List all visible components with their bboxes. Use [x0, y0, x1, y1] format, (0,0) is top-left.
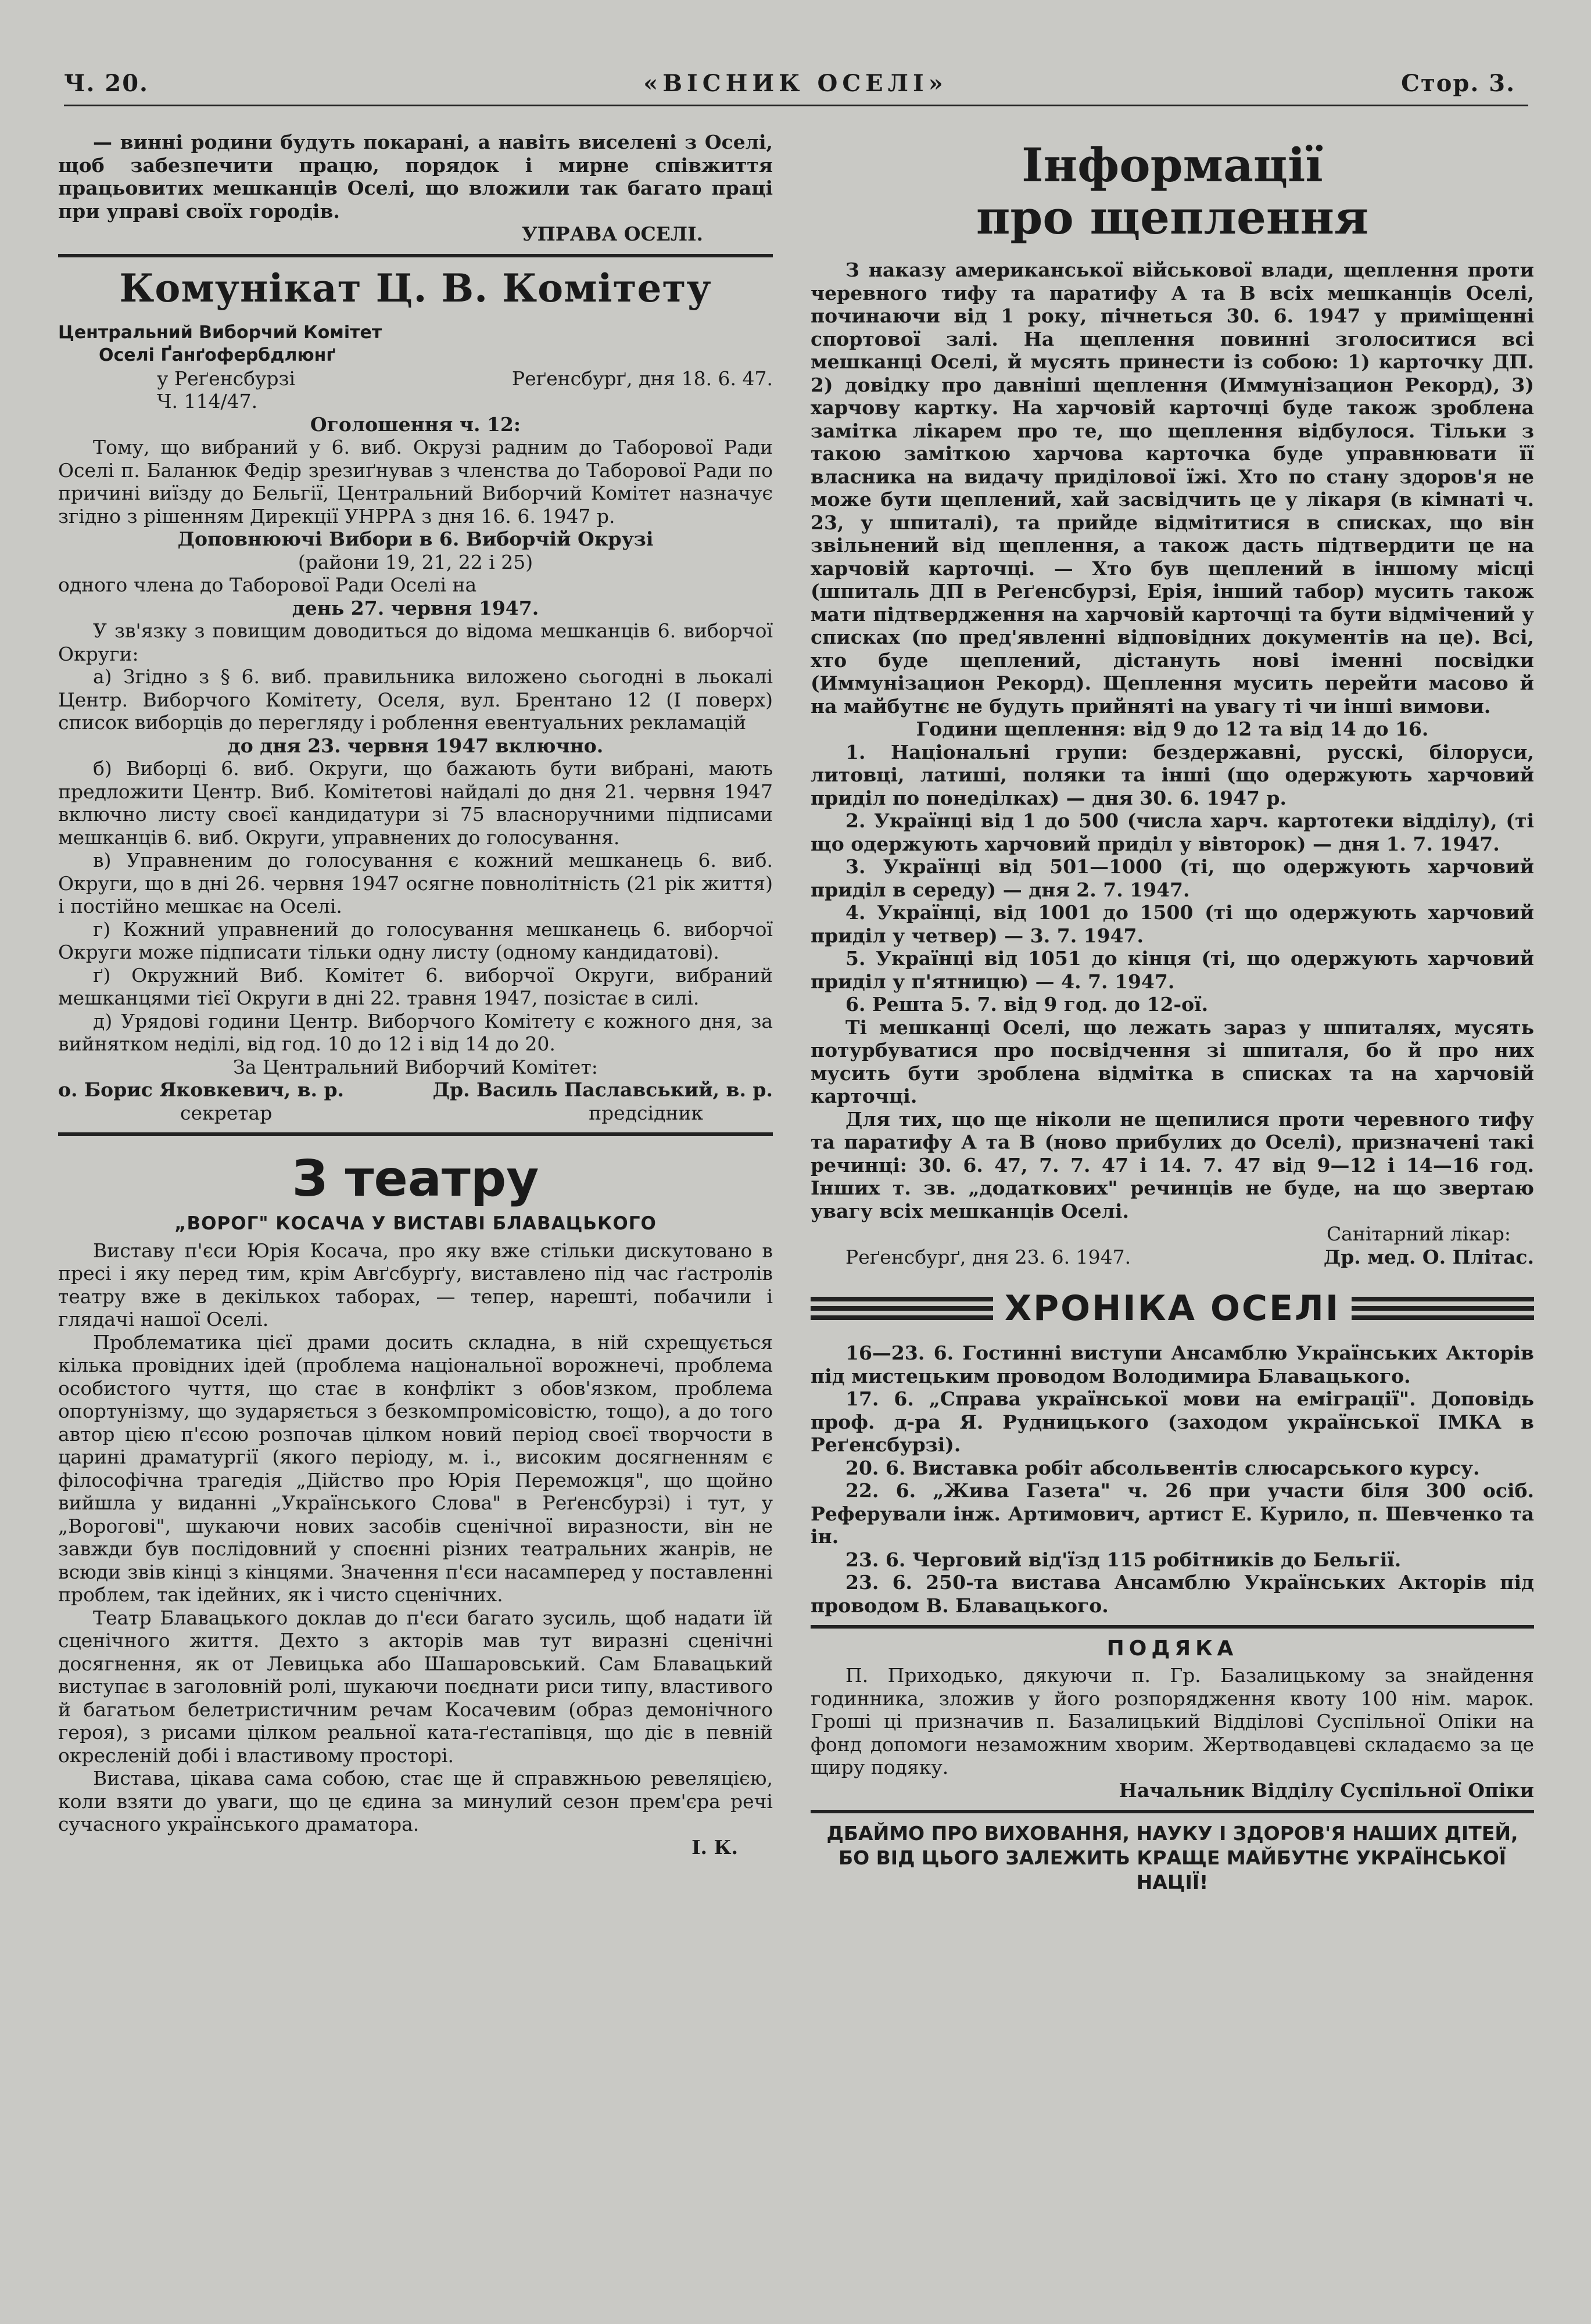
- vaccination-paragraph: Для тих, що ще ніколи не щепилися проти черевного тифу та паратифу А та В (ново прибулих до Оселі), призначені такі речинці: 30. 6. 47, 7. 7. 47 і 14. 7. 47 від 9—12 і 14—16 год. Інших т. зв. „додаткових" речинців не буде, на що звертаю увагу всіх мешканців Оселі.: [811, 1107, 1534, 1222]
- vaccination-title-line-1: Інформації: [1022, 138, 1323, 192]
- theatre-author: І. К.: [691, 1835, 738, 1859]
- secretary-role: секретар: [180, 1101, 273, 1124]
- divider: [58, 254, 773, 257]
- theatre-paragraph: Виставу п'єси Юрія Косача, про яку вже стільки дискутовано в пресі і яку перед тим, крім Авґсбурґу, виставлено під час ґастролів театру вже в декількох таборах, — тепер, нарешті, побачили і глядачі нашої Оселі.: [58, 1239, 773, 1330]
- right-column: [811, 131, 1534, 2289]
- vaccination-group: 4. Українці, від 1001 до 1500 (ті що одержують харчовий приділ у четвер) — 3. 7. 1947.: [811, 901, 1534, 947]
- signatures-names: [58, 1078, 773, 1102]
- left-column: [58, 131, 773, 2289]
- vaccination-group: 6. Решта 5. 7. від 9 год. до 12-ої.: [845, 993, 1209, 1016]
- newspaper-title: «ВІСНИК ОСЕЛІ»: [643, 70, 948, 97]
- vaccination-title-line-2: про щеплення: [976, 190, 1369, 245]
- chronicle-item: 20. 6. Виставка робіт абсольвентів слюсарського курсу.: [845, 1456, 1480, 1479]
- vaccination-signature-row: [811, 1246, 1534, 1269]
- chairman-role: предсідник: [589, 1101, 703, 1124]
- thanks-signature: Начальник Відділу Суспільної Опіки: [1119, 1778, 1534, 1802]
- doctor-role: Санітарний лікар:: [1326, 1222, 1511, 1245]
- chronicle-heading: [811, 1288, 1534, 1329]
- vaccination-paragraph: З наказу американської військової влади, щеплення проти черевного тифу та паратифу А та В всіх мешканців Оселі, починаючи від 1 року, пічнеться 30. 6. 1947 у приміщенні спортової залі. На щеплення повинні зголоситися всі мешканці Оселі, й мусять принести із собою: 1) карточку ДП. 2) довідку про давніші щеплення (Иммунізацион Рекорд), 3) харчову картку. На харчовій карточці буде також зроблена замітка лікарем про те, що щеплення відбулося. Тільки з такою заміткою харчова карточка буде управнювати її власника на видачу приділової їжі. Хто по стану здоров'я не може бути щеплений, хай засвідчить це у лікаря (в кімнаті ч. 23, у шпиталі), та прийде відмітитися в списках, що він звільнений від щеплення, а також дасть підтвердити це на харчовій карточці. — Хто був щеплений в іншому місці (шпиталь ДП в Реґенсбурзі, Ерія, інший табор) мусить також мати підтвердження на харчовій карточці та бути відмічений у списках (по пред'явленні відповідних документів на це). Всі, хто буде щеплений, дістануть нові іменні посвідки (Иммунізацион Рекорд). Щеплення мусить перейти масово й на майбутнє не будуть прийняті на увагу ті чи інші вимови.: [811, 259, 1534, 718]
- committee-name: Центральний Виборчий Комітет: [58, 322, 382, 343]
- communique-title: Комунікат Ц. В. Комітету: [119, 265, 712, 311]
- communique-point-b: б) Виборці 6. виб. Округи, що бажають бути вибрані, мають предложити Центр. Виб. Комітетові найдалі до дня 21. червня 1947 включно листу своєї кандидатури зі 75 власноручними підписами мешканців 6. виб. Округи, управнених до голосування.: [58, 757, 773, 849]
- vaccination-date: Реґенсбурґ, дня 23. 6. 1947.: [845, 1245, 1131, 1268]
- theatre-paragraph: Проблематика цієї драми досить складна, в ній схрещується кілька провідних ідей (проблема національної ворожнечі, проблема особистого чуття, що стає в конфлікт з обов'язком, проблема опортунізму, що зударяється з безкомпромісовістю, тощо), а до того автор цією п'єсою розпочав цілком новий період своєї творчости в царині драматургії (якого періоду, м. і., високим досягненням є філософічна трагедія „Дійство про Юрія Переможця", що щойно вийшла у виданні „Українського Слова" в Реґенсбурзі) і тут, у „Ворогові", шукаючи нових засобів сценічної виразности, він не завжди був послідовний у споєнні різних театральних жанрів, не всюди звів кінці з кінцями. Значення п'єси насамперед у поставленні проблем, так ідейних, як і чисто сценічних.: [58, 1330, 773, 1606]
- theatre-paragraph: Театр Блавацького доклав до п'єси багато зусиль, щоб надати їй сценічного життя. Дехто з акторів мав тут виразні сценічні досягнення, як от Левицька або Шашаровський. Сам Блавацький виступає в заголовній ролі, шукаючи поєднати риси типу, властивого й багатьом белетристичним речам Косачевим (образ демонічного героя), з рисами цілком реальної ката-ґестапівця, що діє в певній окресленій добі і властивому просторі.: [58, 1606, 773, 1767]
- vaccination-group: 3. Українці від 501—1000 (ті, що одержують харчовий приділ в середу) — дня 2. 7. 1947.: [811, 855, 1534, 901]
- chronicle-item: 23. 6. Черговий від'їзд 115 робітників до Бельгії.: [845, 1548, 1402, 1571]
- communique-point-v: в) Управненим до голосування є кожний мешканець 6. виб. Округи, що в дні 26. червня 1947 осягне повнолітність (21 рік життя) і постійно мешкає на Оселі.: [58, 849, 773, 917]
- communique-number: Ч. 114/47.: [157, 390, 258, 413]
- announcement-number: Оголошення ч. 12:: [310, 413, 521, 436]
- communique-point-a: а) Згідно з § 6. виб. правильника виложено сьогодні в льокалі Центр. Виборчого Комітету, Оселя, вул. Брентано 12 (I поверх) список виборців до перегляду і роблення евентуальних рекламацій: [58, 665, 773, 734]
- signatures-roles: [58, 1102, 773, 1125]
- committee-city: у Реґенсбурзі: [157, 367, 296, 390]
- vaccination-paragraph: Ті мешканці Оселі, що лежать зараз у шпиталях, мусять потурбуватися про посвідчення зі шпиталя, бо й про них мусить бути зроблена відмітка в списках та на харчовій карточці.: [811, 1016, 1534, 1107]
- signatures-heading: За Центральний Виборчий Комітет:: [233, 1055, 598, 1078]
- slogan: ДБАЙМО ПРО ВИХОВАННЯ, НАУКУ І ЗДОРОВ'Я НАШИХ ДІТЕЙ, БО ВІД ЦЬОГО ЗАЛЕЖИТЬ КРАЩЕ МАЙБУТНЄ УКРАЇНСЬКОЇ НАЦІЇ!: [826, 1822, 1518, 1893]
- intro-signature: УПРАВА ОСЕЛІ.: [521, 223, 703, 245]
- vaccination-group: 5. Українці від 1051 до кінця (ті, що одержують харчовий приділ у п'ятницю) — 4. 7. 1947.: [811, 947, 1534, 993]
- vaccination-group: 2. Українці від 1 до 500 (числа харч. картотеки відділу), (ті що одержують харчовий приділ у вівторок) — дня 1. 7. 1947.: [811, 809, 1534, 855]
- page-number: Стор. 3.: [1401, 70, 1515, 97]
- secretary-name: о. Борис Яковкевич, в. р.: [58, 1078, 345, 1101]
- communique-date: Реґенсбурґ, дня 18. 6. 47.: [511, 367, 773, 390]
- vaccination-title: [811, 139, 1534, 243]
- thanks-text: П. Приходько, дякуючи п. Гр. Базалицькому за знайдення годинника, зложив у його розпорядження квоту 100 нім. марок. Гроші ці призначив п. Базалицький Відділові Суспільної Опіки на фонд допомоги незаможним хворим. Жертводавцеві складаємо за це щиру подяку.: [811, 1664, 1534, 1778]
- committee-place-row: [58, 367, 773, 390]
- election-districts: (райони 19, 21, 22 і 25): [298, 550, 533, 573]
- chronicle-item: 16—23. 6. Гостинні виступи Ансамблю Українських Акторів під мистецьким проводом Володимира Блавацького.: [811, 1342, 1534, 1387]
- communique-point-g: г) Кожний управнений до голосування мешканець 6. виборчої Округи може підписати тільки одну листу (одному кандидатові).: [58, 917, 773, 963]
- election-purpose: одного члена до Таборової Ради Оселі на: [58, 573, 477, 596]
- chairman-name: Др. Василь Паславський, в. р.: [432, 1078, 773, 1101]
- chronicle-title: ХРОНІКА ОСЕЛІ: [1004, 1288, 1341, 1329]
- theatre-subtitle: „ВОРОГ" КОСАЧА У ВИСТАВІ БЛАВАЦЬКОГО: [174, 1213, 657, 1234]
- thanks-title: ПОДЯКА: [1106, 1637, 1238, 1660]
- heading-stripes: [811, 1297, 993, 1320]
- theatre-title: З театру: [292, 1150, 539, 1208]
- doctor-name: Др. мед. О. Плітас.: [1323, 1245, 1534, 1268]
- communique-paragraph: У зв'язку з повищим доводиться до відома мешканців 6. виборчої Округи:: [58, 619, 773, 665]
- communique-point-g2: ґ) Окружний Виб. Комітет 6. виборчої Округи, вибраний мешканцями тієї Округи в дні 22. травня 1947, позістає в силі.: [58, 963, 773, 1009]
- election-heading: Доповнюючі Вибори в 6. Виборчій Окрузі: [177, 528, 654, 550]
- divider: [58, 1132, 773, 1136]
- divider: [811, 1625, 1534, 1629]
- heading-stripes: [1352, 1297, 1534, 1320]
- issue-number: Ч. 20.: [64, 70, 149, 97]
- vaccination-group: 1. Національні групи: бездержавні, русскі, білоруси, литовці, латиші, поляки та інші (що одержують харчовий приділ по понеділках) — дня 30. 6. 1947 р.: [811, 740, 1534, 809]
- chronicle-item: 17. 6. „Справа української мови на еміграції". Доповідь проф. д-ра Я. Рудницького (заходом української ІМКА в Реґенсбурзі).: [811, 1387, 1534, 1456]
- election-date: день 27. червня 1947.: [292, 596, 539, 619]
- vaccination-hours: Години щеплення: від 9 до 12 та від 14 до 16.: [916, 718, 1429, 740]
- communique-point-d: д) Урядові години Центр. Виборчого Комітету є кожного дня, за вийнятком неділі, від год. 10 до 12 і від 14 до 20.: [58, 1009, 773, 1055]
- chronicle-item: 23. 6. 250-та вистава Ансамблю Українських Акторів під проводом В. Блавацького.: [811, 1571, 1534, 1617]
- chronicle-item: 22. 6. „Жива Газета" ч. 26 при участи біля 300 осіб. Реферували інж. Артимович, артист Е. Курило, п. Шевченко та ін.: [811, 1479, 1534, 1548]
- header-rule: [64, 105, 1528, 106]
- committee-location: Оселі Ґанґофербдлюнґ: [99, 345, 336, 365]
- divider: [811, 1810, 1534, 1813]
- theatre-paragraph: Вистава, цікава сама собою, стає ще й справжньою ревеляцією, коли взяти до уваги, що це єдина за минулий сезон прем'єра речі сучасного українського драматора.: [58, 1767, 773, 1835]
- communique-point-a-date: до дня 23. червня 1947 включно.: [227, 734, 604, 757]
- intro-text: — винні родини будуть покарані, а навіть виселені з Оселі, щоб забезпечити працю, порядок і мирне співжиття працьовитих мешканців Оселі, що вложили так багато праці при управі своїх городів.: [58, 131, 773, 223]
- communique-paragraph: Тому, що вибраний у 6. виб. Окрузі радним до Таборової Ради Оселі п. Баланюк Федір зрезиґнував з членства до Таборової Ради по причині виїзду до Бельгії, Центральний Виборчий Комітет назначує згідно з рішенням Дирекції УНРРА з дня 16. 6. 1947 р.: [58, 436, 773, 528]
